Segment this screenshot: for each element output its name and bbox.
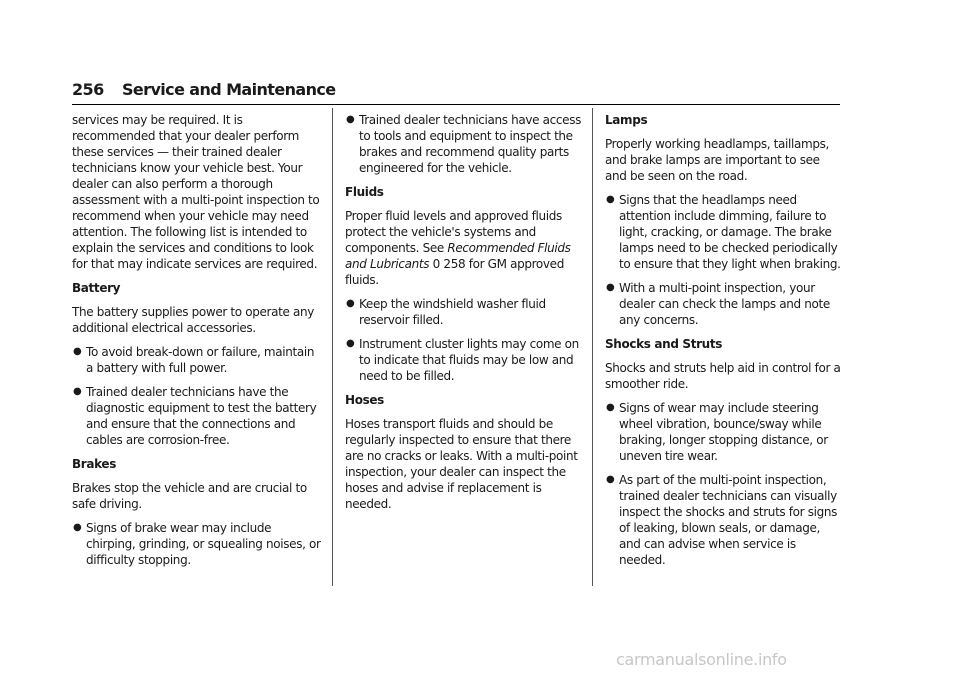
brakes-bullet-list	[72, 520, 322, 568]
intro-paragraph: services may be required. It is recommended that your dealer perform these services — their trained dealer technicians know your vehicle best. Your dealer can also perform a thorough assessment with a multi-point inspection to recommend when your vehicle may need attention. The following list is intended to explain the services and conditions to look for that may indicate services are required.	[72, 113, 320, 271]
lamps-paragraph: Properly working headlamps, taillamps, and brake lamps are important to see and be seen on the road.	[605, 137, 829, 183]
shocks-bullet-list	[605, 400, 841, 568]
battery-heading: Battery	[72, 281, 121, 295]
list-item	[605, 400, 841, 464]
bullet-icon: ●	[346, 298, 355, 309]
battery-bullet-list	[72, 344, 322, 448]
column-divider-1	[332, 108, 333, 586]
list-item	[605, 192, 841, 272]
bullet-text: Trained dealer technicians have access to tools and equipment to inspect the brakes and recommend quality parts engineered for the vehicle.	[359, 113, 582, 175]
battery-paragraph: The battery supplies power to operate any additional electrical accessories.	[72, 305, 314, 335]
bullet-icon: ●	[606, 282, 615, 293]
list-item	[345, 296, 581, 328]
bullet-text: To avoid break-down or failure, maintain a battery with full power.	[86, 345, 315, 375]
fluids-reference-link[interactable]: Recommended Fluids and Lubricants	[345, 241, 571, 271]
bullet-icon: ●	[73, 346, 82, 357]
bullet-icon: ●	[606, 402, 615, 413]
bullet-icon: ●	[606, 474, 615, 485]
bullet-text: Signs of brake wear may include chirping, grinding, or squealing noises, or difficulty stopping.	[86, 521, 321, 567]
list-item	[72, 384, 322, 448]
bullet-text: Instrument cluster lights may come on to indicate that fluids may be low and need to be filled.	[359, 337, 579, 383]
column-2	[345, 112, 581, 520]
shocks-heading: Shocks and Struts	[605, 337, 723, 351]
bullet-text: With a multi-point inspection, your dealer can check the lamps and note any concerns.	[619, 281, 830, 327]
page-reference-arrow-icon: 0	[432, 257, 440, 271]
column-3	[605, 112, 841, 576]
list-item	[72, 344, 322, 376]
fluids-paragraph	[345, 208, 581, 288]
list-item	[72, 520, 322, 568]
brakes-paragraph: Brakes stop the vehicle and are crucial to safe driving.	[72, 481, 307, 511]
list-item	[345, 336, 581, 384]
bullet-text: As part of the multi-point inspection, trained dealer technicians can visually inspect the shocks and struts for signs of leaking, blown seals, or damage, and can advise when service is needed.	[619, 473, 838, 567]
column-1	[72, 112, 322, 576]
fluids-text-before: Proper fluid levels and approved fluids protect the vehicle's systems and components. See	[345, 209, 562, 255]
list-item	[605, 280, 841, 328]
bullet-text: Signs of wear may include steering wheel vibration, bounce/sway while braking, longer stopping distance, or uneven tire wear.	[619, 401, 828, 463]
lamps-heading: Lamps	[605, 113, 648, 127]
hoses-heading: Hoses	[345, 393, 384, 407]
column-divider-2	[592, 108, 593, 586]
hoses-paragraph: Hoses transport fluids and should be regularly inspected to ensure that there are no cracks or leaks. With a multi-point inspection, your dealer can inspect the hoses and advise if replacement is needed.	[345, 417, 578, 511]
fluids-reference-page[interactable]: 258	[443, 257, 466, 271]
list-item	[345, 112, 581, 176]
fluids-bullet-list	[345, 296, 581, 384]
fluids-text-after: for GM approved fluids.	[345, 257, 564, 287]
fluids-heading: Fluids	[345, 185, 384, 199]
page-number: 256	[72, 80, 104, 99]
bullet-icon: ●	[346, 114, 355, 125]
brakes-heading: Brakes	[72, 457, 117, 471]
list-item	[605, 472, 841, 568]
bullet-icon: ●	[73, 386, 82, 397]
bullet-icon: ●	[606, 194, 615, 205]
section-title: Service and Maintenance	[122, 80, 336, 99]
shocks-paragraph: Shocks and struts help aid in control for a smoother ride.	[605, 361, 841, 391]
bullet-text: Keep the windshield washer fluid reservoir filled.	[359, 297, 546, 327]
bullet-icon: ●	[346, 338, 355, 349]
bullet-icon: ●	[73, 522, 82, 533]
bullet-text: Signs that the headlamps need attention include dimming, failure to light, cracking, or damage. The brake lamps need to be checked periodically to ensure that they light when braking.	[619, 193, 841, 271]
brakes-bullet-list-continued	[345, 112, 581, 176]
page-header	[72, 80, 840, 105]
lamps-bullet-list	[605, 192, 841, 328]
bullet-text: Trained dealer technicians have the diagnostic equipment to test the battery and ensure that the connections and cables are corrosion-free.	[86, 385, 317, 447]
watermark: carmanualsonline.info	[616, 650, 787, 669]
